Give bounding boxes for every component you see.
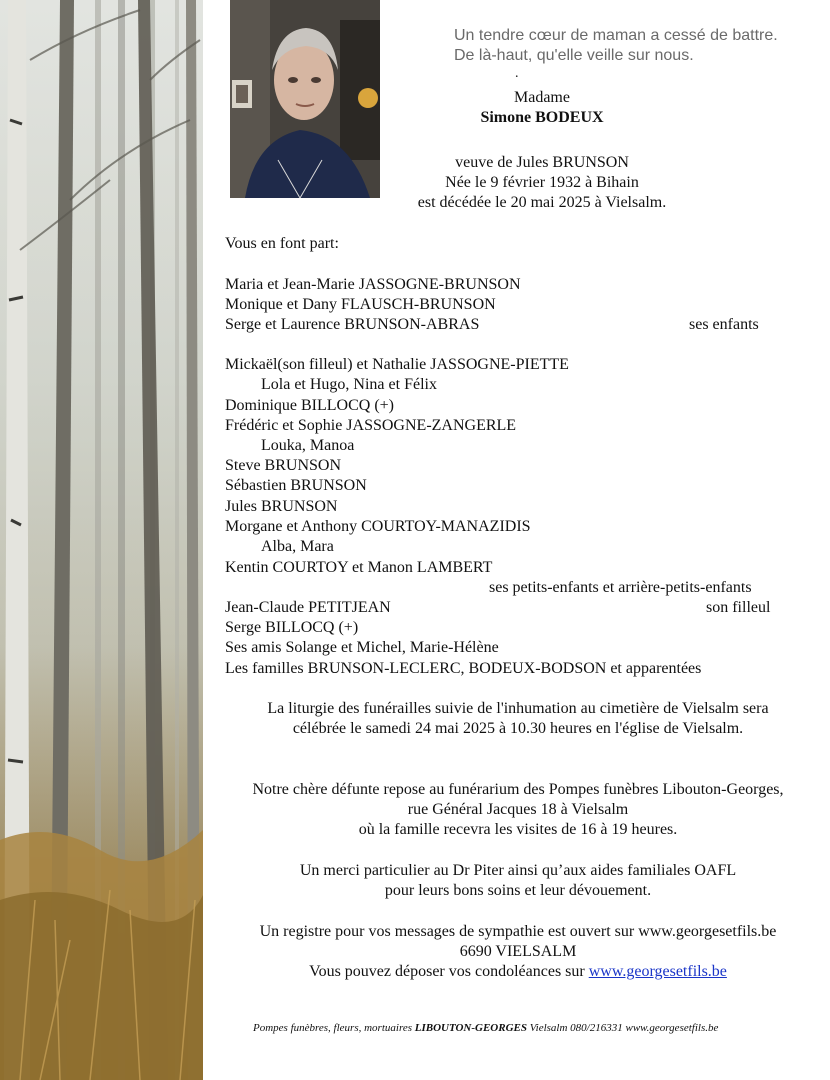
forest-background-image xyxy=(0,0,203,1080)
intro-text: Vous en font part: xyxy=(225,235,339,252)
separator-dot: . xyxy=(515,66,519,81)
funeral-home-text: rue Général Jacques 18 à Vielsalm xyxy=(407,801,629,818)
poem-text xyxy=(454,26,778,66)
family-member: Louka, Manoa xyxy=(261,437,355,454)
family-member: Monique et Dany FLAUSCH-BRUNSON xyxy=(225,296,496,313)
condolence-text: Vous pouvez déposer vos condoléances sur xyxy=(309,963,589,980)
deceased-name: Simone BODEUX xyxy=(480,109,604,126)
family-member: Jules BRUNSON xyxy=(225,498,338,515)
detail-line: Née le 9 février 1932 à Bihain xyxy=(445,174,639,191)
family-member: Alba, Mara xyxy=(261,538,334,555)
funeral-home-text: Notre chère défunte repose au funérarium des Pompes funèbres Libouton-Georges, xyxy=(252,781,784,798)
liturgy-text: La liturgie des funérailles suivie de l'inhumation au cimetière de Vielsalm sera xyxy=(267,700,769,717)
family-member: Serge et Laurence BRUNSON-ABRAS xyxy=(225,316,480,333)
family-member: Ses amis Solange et Michel, Marie-Hélène xyxy=(225,639,499,656)
family-member: Jean-Claude PETITJEAN xyxy=(225,599,391,616)
family-member: Serge BILLOCQ (+) xyxy=(225,619,359,636)
portrait-photo xyxy=(230,0,380,198)
footer-prefix: Pompes funèbres, fleurs, mortuaires xyxy=(253,1022,415,1034)
detail-line: veuve de Jules BRUNSON xyxy=(455,154,629,171)
relation-label: ses petits-enfants et arrière-petits-enfants xyxy=(489,579,752,596)
family-member: Frédéric et Sophie JASSOGNE-ZANGERLE xyxy=(225,417,517,434)
website-link[interactable]: www.georgesetfils.be xyxy=(588,963,727,980)
footer-text xyxy=(253,1022,718,1034)
detail-line: est décédée le 20 mai 2025 à Vielsalm. xyxy=(417,194,667,211)
honorific-title: Madame xyxy=(514,89,570,106)
thanks-text: Un merci particulier au Dr Piter ainsi qu’aux aides familiales OAFL xyxy=(299,862,737,879)
poem-line: Un tendre cœur de maman a cessé de battre. xyxy=(454,27,778,44)
footer-company: LIBOUTON-GEORGES xyxy=(414,1022,527,1034)
funeral-home-text: où la famille recevra les visites de 16 à 19 heures. xyxy=(358,821,678,838)
condolence-line xyxy=(215,962,821,982)
family-member: Lola et Hugo, Nina et Félix xyxy=(261,376,437,393)
relation-label: ses enfants xyxy=(689,316,759,333)
family-member: Mickaël(son filleul) et Nathalie JASSOGNE-PIETTE xyxy=(225,356,569,373)
family-member: Sébastien BRUNSON xyxy=(225,477,367,494)
thanks-text: pour leurs bons soins et leur dévouement. xyxy=(384,882,652,899)
footer-contact: Vielsalm 080/216331 www.georgesetfils.be xyxy=(527,1022,719,1034)
family-member: Les familles BRUNSON-LECLERC, BODEUX-BODSON et apparentées xyxy=(225,660,702,677)
poem-line: De là-haut, qu'elle veille sur nous. xyxy=(454,47,694,64)
family-member: Maria et Jean-Marie JASSOGNE-BRUNSON xyxy=(225,276,521,293)
registry-text: Un registre pour vos messages de sympathie est ouvert sur www.georgesetfils.be xyxy=(259,923,777,940)
family-member: Kentin COURTOY et Manon LAMBERT xyxy=(225,559,493,576)
liturgy-text: célébrée le samedi 24 mai 2025 à 10.30 heures en l'église de Vielsalm. xyxy=(292,720,744,737)
family-member: Steve BRUNSON xyxy=(225,457,342,474)
family-member: Dominique BILLOCQ (+) xyxy=(225,397,394,414)
relation-label: son filleul xyxy=(706,599,771,616)
family-member: Morgane et Anthony COURTOY-MANAZIDIS xyxy=(225,518,531,535)
registry-address: 6690 VIELSALM xyxy=(459,943,577,960)
